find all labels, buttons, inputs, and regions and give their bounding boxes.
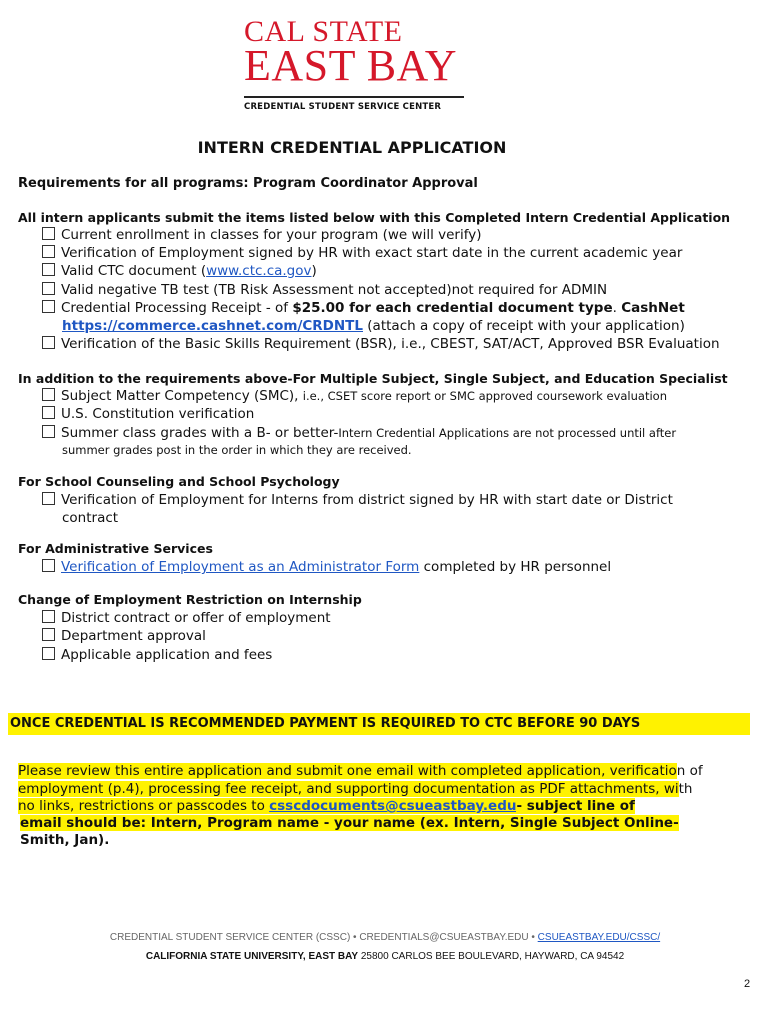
checklist-item: Current enrollment in classes for your program (we will verify) [42,226,481,244]
footer-link[interactable]: CSUEASTBAY.EDU/CSSC/ [537,932,661,943]
logo-line-2: EAST BAY [244,41,458,90]
checkbox[interactable] [42,492,55,505]
requirements-heading: Requirements for all programs: Program Coordinator Approval [18,176,478,191]
admin-form-link[interactable]: Verification of Employment as an Administrator Form [61,559,420,575]
instructions-line: email should be: Intern, Program name - your name (ex. Intern, Single Subject Online- [20,815,679,831]
checkbox[interactable] [42,263,55,276]
email-link[interactable]: csscdocuments@csueastbay.edu [269,798,517,814]
checklist-item-continuation: contract [62,510,119,526]
checklist-item: District contract or offer of employment [42,609,331,627]
checkbox[interactable] [42,227,55,240]
page-title: INTERN CREDENTIAL APPLICATION [197,138,507,157]
checklist-item: Department approval [42,627,206,645]
checkbox[interactable] [42,647,55,660]
logo-line-1: CAL STATE [244,15,403,48]
instructions-line: Please review this entire application and submit one email with completed application, verification of [18,763,703,779]
cashnet-link[interactable]: https://commerce.cashnet.com/CRDNTL [62,318,363,334]
logo-divider [244,96,464,98]
checklist-item: Credential Processing Receipt - of $25.00 for each credential document type. CashNet [42,299,685,317]
checkbox[interactable] [42,406,55,419]
checklist-item: Valid negative TB test (TB Risk Assessment not accepted)not required for ADMIN [42,281,607,299]
footer-address: CALIFORNIA STATE UNIVERSITY, EAST BAY 25800 CARLOS BEE BOULEVARD, HAYWARD, CA 94542 [145,951,625,962]
addition-heading: In addition to the requirements above-For Multiple Subject, Single Subject, and Education Specialist [18,371,728,386]
checklist-item: U.S. Constitution verification [42,405,254,423]
checklist-item-continuation: summer grades post in the order in which they are received. [62,443,412,457]
checkbox[interactable] [42,282,55,295]
checkbox[interactable] [42,610,55,623]
checkbox[interactable] [42,628,55,641]
page-number: 2 [744,978,751,990]
change-heading: Change of Employment Restriction on Internship [18,592,362,607]
checklist-item: Summer class grades with a B- or better-Intern Credential Applications are not processed until after [42,424,676,442]
checkbox[interactable] [42,245,55,258]
checklist-item: Verification of the Basic Skills Requirement (BSR), i.e., CBEST, SAT/ACT, Approved BSR Evaluation [42,335,720,353]
checklist-item-continuation: https://commerce.cashnet.com/CRDNTL (attach a copy of receipt with your application) [62,318,685,334]
counseling-heading: For School Counseling and School Psychology [18,474,340,489]
checklist-item: Verification of Employment for Interns from district signed by HR with start date or District [42,491,673,509]
checklist-item: Valid CTC document (www.ctc.ca.gov) [42,262,317,280]
payment-banner: ONCE CREDENTIAL IS RECOMMENDED PAYMENT IS REQUIRED TO CTC BEFORE 90 DAYS [8,713,750,735]
checkbox[interactable] [42,336,55,349]
checkbox[interactable] [42,559,55,572]
footer-contact: CREDENTIAL STUDENT SERVICE CENTER (CSSC) • CREDENTIALS@CSUEASTBAY.EDU • CSUEASTBAY.EDU/CSSC/ [109,932,661,943]
checklist-item: Subject Matter Competency (SMC), i.e., CSET score report or SMC approved coursework evaluation [42,387,667,405]
checkbox[interactable] [42,425,55,438]
checkbox[interactable] [42,300,55,313]
instructions-line: Smith, Jan). [20,832,110,848]
instructions-line: no links, restrictions or passcodes to csscdocuments@csueastbay.edu- subject line of [18,798,635,814]
checklist-item: Verification of Employment signed by HR with exact start date in the current academic year [42,244,682,262]
admin-heading: For Administrative Services [18,541,213,556]
instructions-line: employment (p.4), processing fee receipt, and supporting documentation as PDF attachments, with [18,781,693,797]
checklist-item: Applicable application and fees [42,646,272,664]
ctc-link[interactable]: www.ctc.ca.gov [206,263,312,279]
checkbox[interactable] [42,388,55,401]
checklist-item: Verification of Employment as an Administrator Form completed by HR personnel [42,558,611,576]
logo-subtitle: CREDENTIAL STUDENT SERVICE CENTER [244,102,442,112]
university-logo [244,15,474,112]
all-applicants-heading: All intern applicants submit the items listed below with this Completed Intern Credential Application [18,210,731,225]
